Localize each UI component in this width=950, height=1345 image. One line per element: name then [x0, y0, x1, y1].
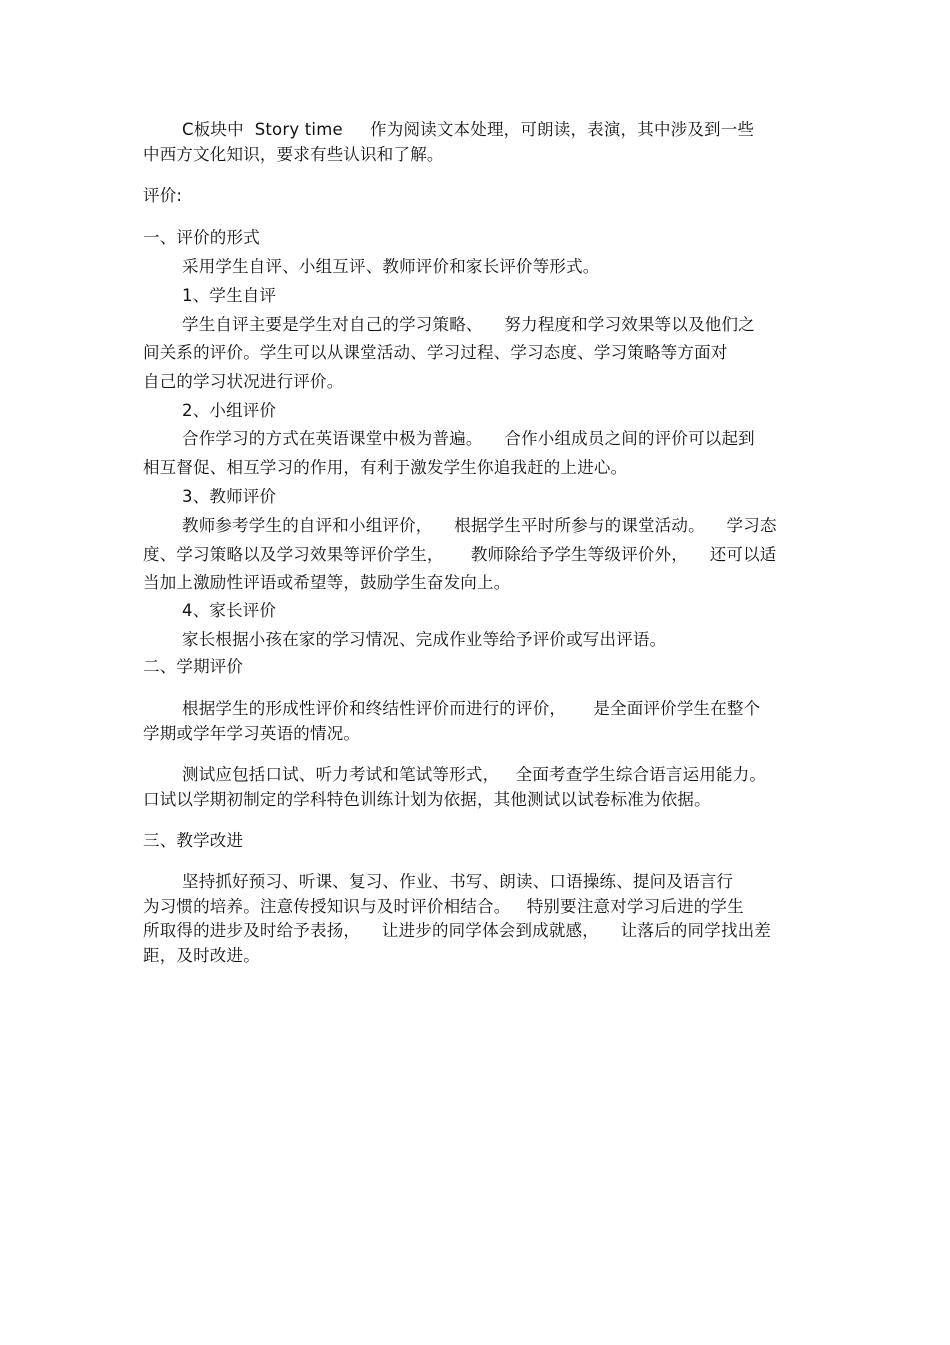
- item2-heading: 2、小组评价: [182, 401, 277, 420]
- intro-line-1: C板块中 Story time 作为阅读文本处理，可朗读，表演，其中涉及到一些: [182, 120, 755, 139]
- section2-para1-line-1: 根据学生的形成性评价和终结性评价而进行的评价， 是全面评价学生在整个: [182, 699, 761, 718]
- section3-line-1: 坚持抓好预习、听课、复习、作业、书写、朗读、口语操练、提问及语言行: [182, 872, 734, 891]
- item1-line-3: 自己的学习状况进行评价。: [143, 372, 344, 391]
- section1-heading: 一、评价的形式: [143, 228, 260, 247]
- item1-line-2: 间关系的评价。学生可以从课堂活动、学习过程、学习态度、学习策略等方面对: [143, 343, 728, 362]
- item2-line-2: 相互督促、相互学习的作用，有利于激发学生你追我赶的上进心。: [143, 458, 628, 477]
- item1-line-1: 学生自评主要是学生对自己的学习策略、 努力程度和学习效果等以及他们之: [182, 315, 755, 334]
- item3-line-2: 度、学习策略以及学习效果等评价学生， 教师除给予学生等级评价外， 还可以适: [143, 545, 777, 564]
- section3-line-2: 为习惯的培养。注意传授知识与及时评价相结合。 特别要注意对学习后进的学生: [143, 897, 744, 916]
- item3-heading: 3、教师评价: [182, 487, 277, 506]
- item4-line-1: 家长根据小孩在家的学习情况、完成作业等给予评价或写出评语。: [182, 630, 667, 649]
- item3-line-1: 教师参考学生的自评和小组评价， 根据学生平时所参与的课堂活动。 学习态: [182, 516, 777, 535]
- item2-line-1: 合作学习的方式在英语课堂中极为普遍。 合作小组成员之间的评价可以起到: [182, 429, 755, 448]
- section3-heading: 三、教学改进: [143, 831, 244, 850]
- intro-line-2: 中西方文化知识，要求有些认识和了解。: [143, 145, 444, 164]
- section2-para2-line-2: 口试以学期初制定的学科特色训练计划为依据，其他测试以试卷标准为依据。: [143, 790, 711, 809]
- section2-para2-line-1: 测试应包括口试、听力考试和笔试等形式， 全面考查学生综合语言运用能力。: [182, 765, 767, 784]
- section1-intro: 采用学生自评、小组互评、教师评价和家长评价等形式。: [182, 257, 600, 276]
- item1-heading: 1、学生自评: [182, 286, 277, 305]
- section2-para1-line-2: 学期或学年学习英语的情况。: [143, 724, 361, 743]
- item4-heading: 4、家长评价: [182, 601, 277, 620]
- section3-line-3: 所取得的进步及时给予表扬， 让进步的同学体会到成就感， 让落后的同学找出差: [143, 921, 772, 940]
- evaluation-label: 评价:: [143, 186, 183, 205]
- section2-heading: 二、学期评价: [143, 657, 244, 676]
- item3-line-3: 当加上激励性评语或希望等，鼓励学生奋发向上。: [143, 573, 511, 592]
- section3-line-4: 距，及时改进。: [143, 946, 260, 965]
